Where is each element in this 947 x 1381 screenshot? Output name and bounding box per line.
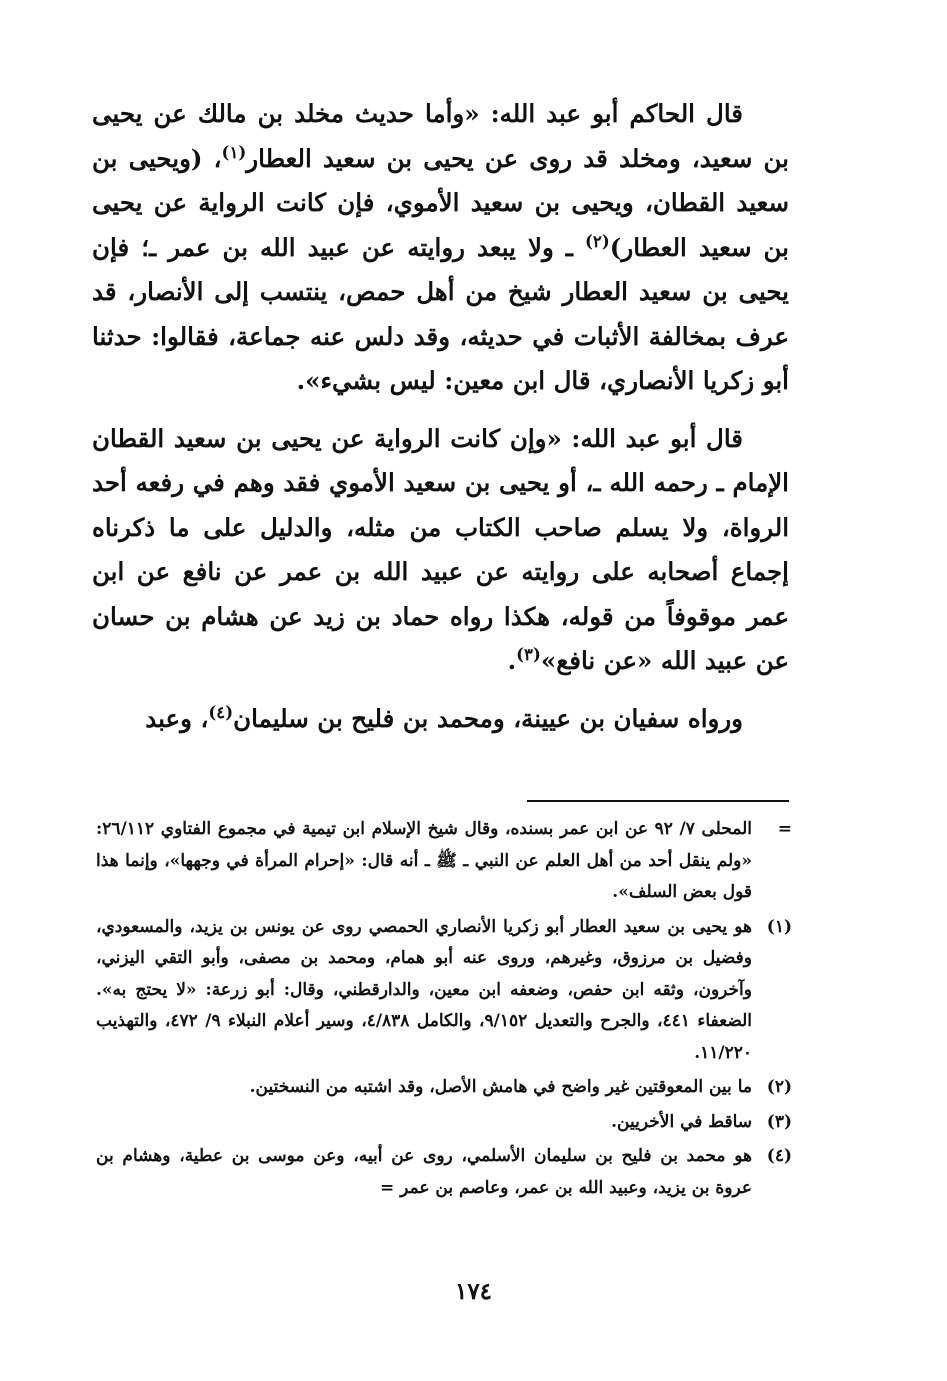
main-paragraph-3 <box>92 697 789 742</box>
footnote-separator <box>527 800 789 802</box>
footnote-3 <box>96 1107 792 1139</box>
main-text-block <box>92 92 789 741</box>
continued-footnote <box>96 814 792 909</box>
footnote-3-text: ساقط في الأخريين. <box>611 1111 752 1132</box>
footnote-1-text: هو يحيى بن سعيد العطار أبو زكريا الأنصاري الحمصي روى عن يونس بن يزيد، والمسعودي، وفضيل بن مرزوق، وغيرهم، وروى عنه أبو همام، ومحمد بن مصفى، وأبو التقي اليزني، وآخرون، وثقه ابن حفص، وضعفه ابن معين، والدارقطني، وقال: أبو زرعة: «لا يحتج به». الضعفاء ٤٤١، والجرح والتعديل ٩/١٥٢، والكامل ٤/٨٣٨، وسير أعلام النبلاء ٩/ ٤٧٢، والتهذيب ١١/٢٢٠. <box>96 916 752 1063</box>
footnote-1 <box>96 912 792 1070</box>
paragraph-3-text-2: ، وعبد <box>145 703 209 733</box>
paragraph-1-text-3: ـ ولا يبعد روايته عن عبيد الله بن عمر ـ؛ فإن يحيى بن سعيد العطار شيخ من أهل حمص، ينتسب إلى الأنصار، قد عرف بمخالفة الأثبات في حديثه، وقد دلس عنه جماعة، فقالوا: حدثنا أبو زكريا الأنصاري، قال ابن معين: ليس بشيء». <box>92 232 789 395</box>
footnote-2-marker: (٢) <box>766 1077 792 1097</box>
main-paragraph-1 <box>92 92 789 404</box>
paragraph-1-text-2: ، (ويحيى بن سعيد القطان، ويحيى بن سعيد الأموي، فإن كانت الرواية عن يحيى بن سعيد العطار) <box>92 143 789 262</box>
paragraph-2-text-1: قال أبو عبد الله: «وإن كانت الرواية عن يحيى بن سعيد القطان الإمام ـ رحمه الله ـ، أو يحيى بن سعيد الأموي فقد وهم في رفعه أحد الرواة، ولا يسلم صاحب الكتاب من مثله، والدليل على ما ذكرناه إجماع أصحابه على روايته عن عبيد الله بن عمر عن نافع عن ابن عمر موقوفاً من قوله، هكذا رواه حماد بن زيد عن هشام بن حسان عن عبيد الله «عن نافع» <box>92 423 789 675</box>
continued-footnote-marker: = <box>777 819 792 839</box>
footnote-reference-4: (٤) <box>208 701 234 722</box>
footnote-reference-2: (٢) <box>585 230 610 251</box>
footnote-2-text: ما بين المعوقتين غير واضح في هامش الأصل، وقد اشتبه من النسختين. <box>249 1077 752 1097</box>
footnote-4-text: هو محمد بن فليح بن سليمان الأسلمي، روى عن أبيه، وعن موسى بن عطية، وهشام بن عروة بن يزيد، وعبيد الله بن عمر، وعاصم بن عمر = <box>96 1146 752 1198</box>
footnotes-block <box>96 814 792 1207</box>
paragraph-2-text-2: . <box>507 646 517 675</box>
main-paragraph-2 <box>92 417 789 684</box>
footnote-reference-3: (٣) <box>516 643 541 664</box>
footnote-3-marker: (٣) <box>766 1111 792 1132</box>
footnote-reference-1: (١) <box>221 141 247 162</box>
paragraph-3-text-1: ورواه سفيان بن عيينة، ومحمد بن فليح بن سليمان <box>233 703 743 733</box>
footnote-1-marker: (١) <box>766 916 792 937</box>
continued-footnote-text: المحلى ٧/ ٩٢ عن ابن عمر بسنده، وقال شيخ الإسلام ابن تيمية في مجموع الفتاوي ٢٦/١١٢: «ولم ينقل أحد من أهل العلم عن النبي ـ ﷺ ـ أنه قال: «إحرام المرأة في وجهها»، وإنما هذا قول بعض السلف». <box>96 819 752 902</box>
footnote-4-marker: (٤) <box>766 1146 792 1166</box>
footnote-4 <box>96 1141 792 1204</box>
page-number: ١٧٤ <box>454 1278 493 1305</box>
footnote-2 <box>96 1072 792 1104</box>
paragraph-1-text-1: قال الحاكم أبو عبد الله: «وأما حديث مخلد بن مالك عن يحيى بن سعيد، ومخلد قد روى عن يحيى بن سعيد العطار <box>92 99 789 173</box>
